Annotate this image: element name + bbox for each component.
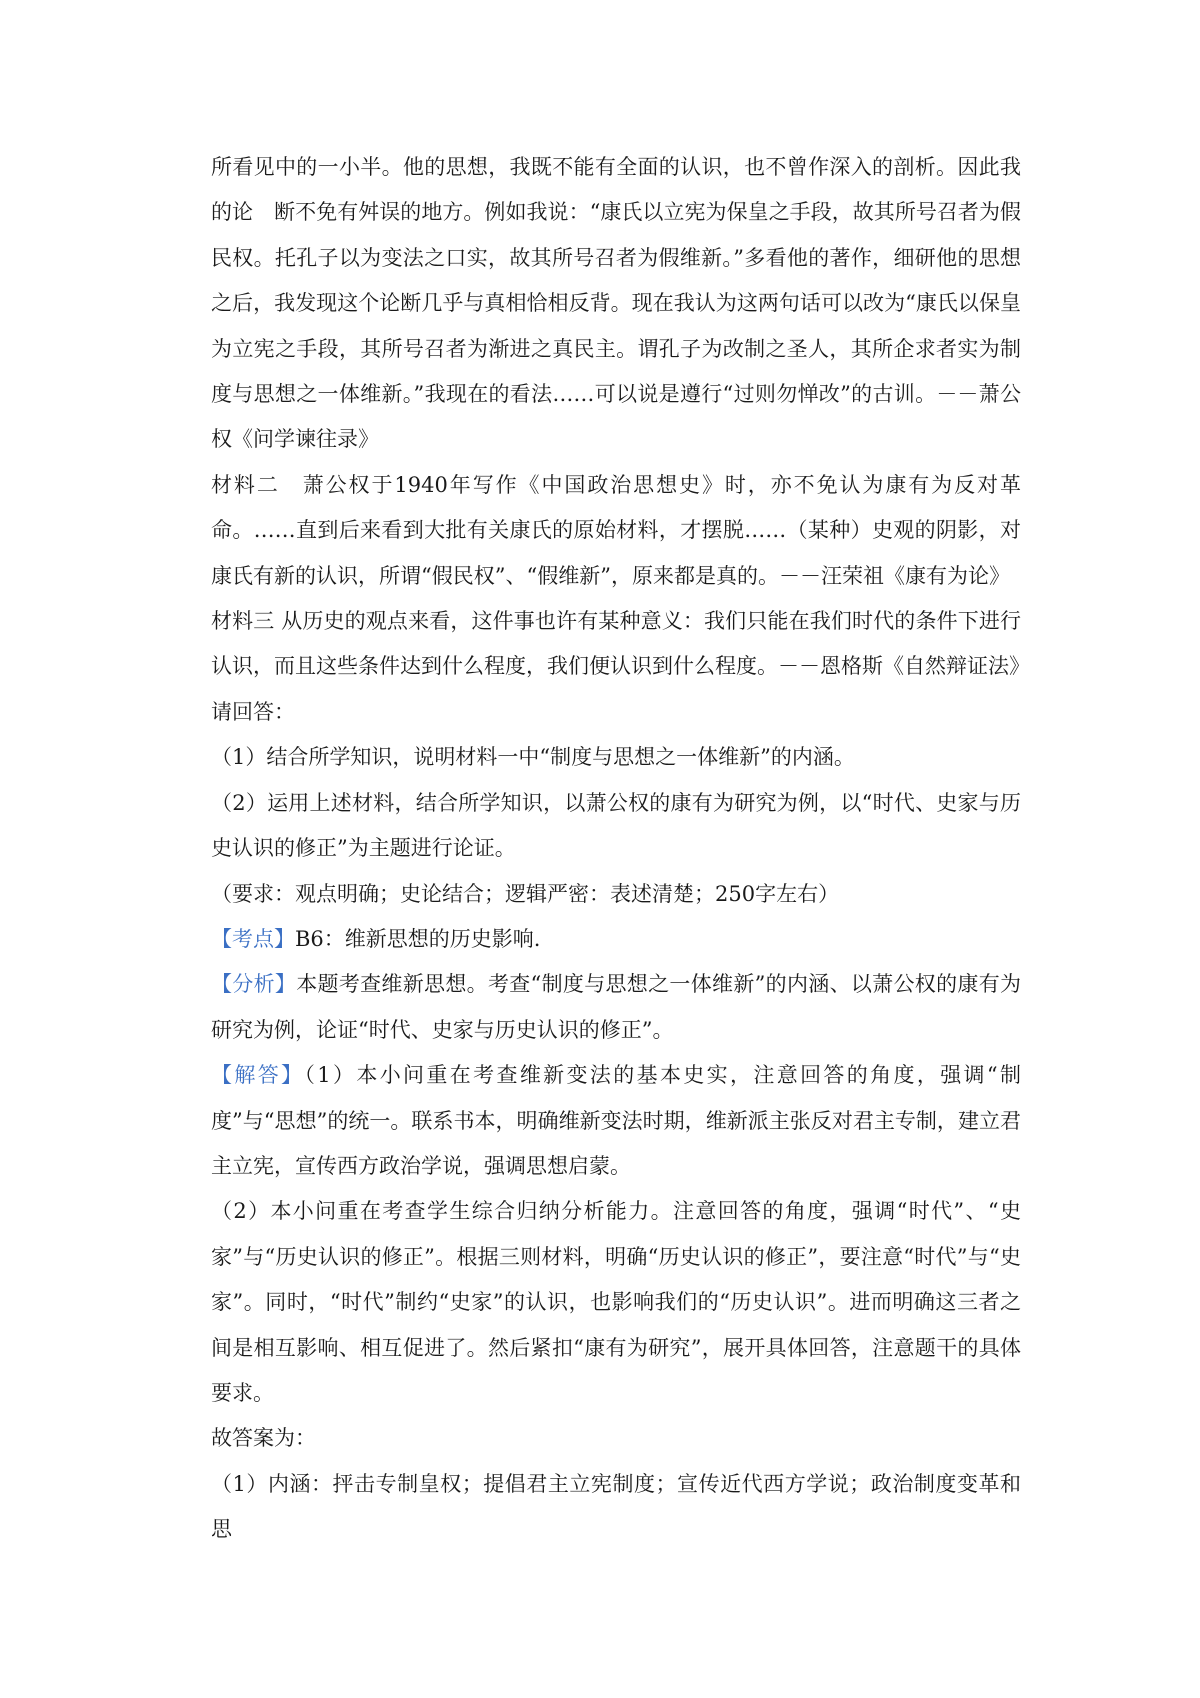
kaodian-paragraph bbox=[211, 917, 1021, 962]
jieda-text: （1）本小问重在考查维新变法的基本史实，注意回答的角度，强调“制度”与“思想”的统一。联系书本，明确维新变法时期，维新派主张反对君主专制，建立君主立宪，宣传西方政治学说，强调思想启蒙。 bbox=[211, 1063, 1021, 1178]
kaodian-tag: 【考点】 bbox=[211, 926, 295, 951]
fenxi-paragraph bbox=[211, 962, 1021, 1053]
question-prompt: 请回答： bbox=[211, 699, 295, 724]
jieda-part-2: （2）本小问重在考查学生综合归纳分析能力。注意回答的角度，强调“时代”、“史家”与“历史认识的修正”。根据三则材料，明确“历史认识的修正”，要注意“时代”与“史家”。同时，“时代”制约“史家”的认识，也影响我们的“历史认识”。进而明确这三者之间是相互影响、相互促进了。然后紧扣“康有为研究”，展开具体回答，注意题干的具体要求。 bbox=[211, 1199, 1021, 1405]
answer-heading: 故答案为： bbox=[211, 1426, 316, 1451]
fenxi-tag: 【分析】 bbox=[211, 972, 297, 997]
fenxi-text: 本题考查维新思想。考查“制度与思想之一体维新”的内涵、以萧公权的康有为研究为例，论证“时代、史家与历史认识的修正”。 bbox=[211, 972, 1022, 1042]
jieda-paragraph bbox=[211, 1053, 1021, 1189]
answer-1: （1）内涵：抨击专制皇权；提倡君主立宪制度；宣传近代西方学说；政治制度变革和思 bbox=[211, 1471, 1021, 1542]
material-one-quote: 所看见中的一小半。他的思想，我既不能有全面的认识，也不曾作深入的剖析。因此我的论 断不免有舛误的地方。例如我说：“康氏以立宪为保皇之手段，故其所号召者为假民权。托孔子以为变法之口实，故其所号召者为假维新。”多看他的著作，细研他的思想之后，我发现这个论断几乎与真相恰相反背。现在我认为这两句话可以改为“康氏以保皇为立宪之手段，其所号召者为渐进之真民主。谓孔子为改制之圣人，其所企求者实为制度与思想之一体维新。”我现在的看法……可以说是遵行“过则勿惮改”的古训。－－萧公权《问学谏往录》 bbox=[211, 155, 1021, 452]
kaodian-text: B6：维新思想的历史影响. bbox=[295, 926, 541, 951]
question-requirements: （要求：观点明确；史论结合；逻辑严密：表述清楚；250字左右） bbox=[211, 881, 840, 906]
jieda-tag: 【解答】 bbox=[211, 1063, 305, 1088]
material-two: 材料二 萧公权于1940年写作《中国政治思想史》时，亦不免认为康有为反对革命。……直到后来看到大批有关康氏的原始材料，才摆脱……（某种）史观的阴影，对康氏有新的认识，所谓“假民权”、“假维新”，原来都是真的。－－汪荣祖《康有为论》 bbox=[211, 472, 1021, 588]
question-1: （1）结合所学知识，说明材料一中“制度与思想之一体维新”的内涵。 bbox=[211, 745, 855, 770]
document-page bbox=[211, 145, 1030, 1553]
material-three: 材料三 从历史的观点来看，这件事也许有某种意义：我们只能在我们时代的条件下进行认识，而且这些条件达到什么程度，我们便认识到什么程度。－－恩格斯《自然辩证法》 bbox=[211, 609, 1030, 679]
question-2: （2）运用上述材料，结合所学知识，以萧公权的康有为研究为例，以“时代、史家与历史认识的修正”为主题进行论证。 bbox=[211, 790, 1021, 861]
